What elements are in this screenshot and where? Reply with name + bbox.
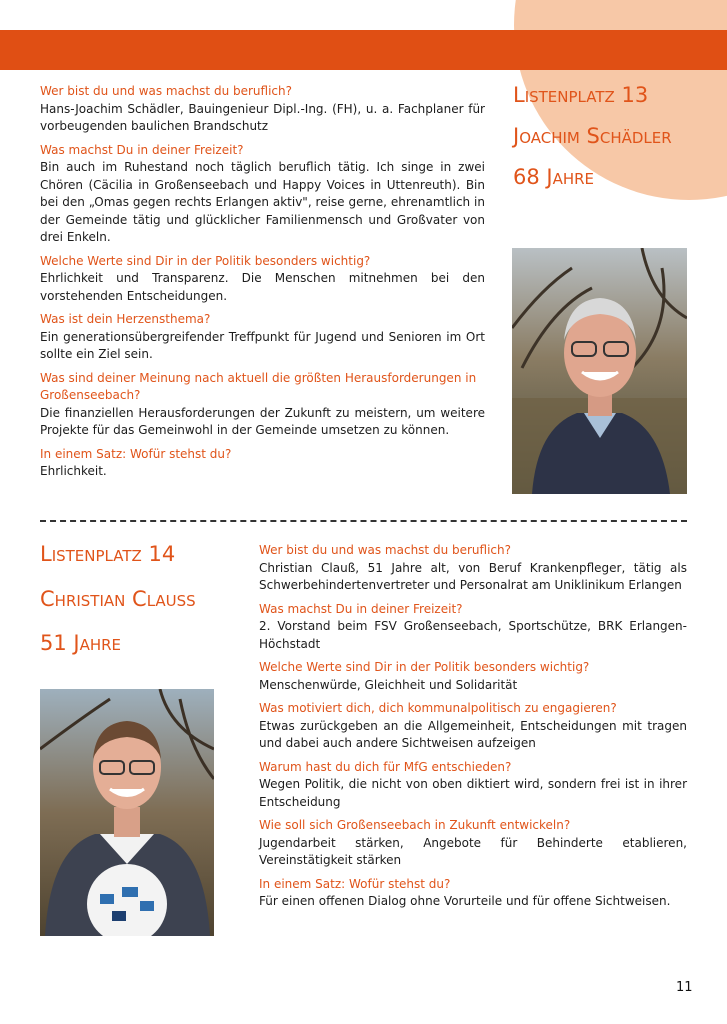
profile-2-qa (259, 542, 687, 917)
candidate-name: Joachim Schädler (513, 124, 672, 148)
profile-1-qa (40, 83, 485, 487)
answer: Ehrlichkeit. (40, 464, 107, 478)
candidate-age: 68 Jahre (513, 165, 595, 189)
list-position-label: Listenplatz 14 (40, 542, 176, 566)
candidate-name: Christian Clauß (40, 587, 196, 611)
answer: Menschenwürde, Gleichheit und Solidarität (259, 677, 518, 692)
page-number: 11 (676, 980, 693, 995)
question: Wie soll sich Großenseebach in Zukunft entwickeln? (259, 818, 571, 832)
candidate-photo (40, 689, 214, 936)
question: Was machst Du in deiner Freizeit? (40, 142, 244, 157)
answer: Für einen offenen Dialog ohne Vorurteile und für offene Sichtweisen. (259, 894, 671, 908)
question: Welche Werte sind Dir in der Politik besonders wichtig? (259, 660, 590, 674)
answer: Etwas zurückgeben an die Allgemeinheit, Entscheidungen mit tragen und dabei auch andere Sichtweisen aufzeigen (259, 718, 687, 750)
question: Was motiviert dich, dich kommunalpolitisch zu engagieren? (259, 701, 617, 715)
question: Welche Werte sind Dir in der Politik besonders wichtig? (40, 253, 371, 268)
question: In einem Satz: Wofür stehst du? (259, 876, 451, 891)
answer: Ehrlichkeit und Transparenz. Die Menschen mitnehmen bei den vorstehenden Entscheidungen. (40, 271, 485, 303)
list-position-label: Listenplatz 13 (513, 83, 649, 107)
answer: 2. Vorstand beim FSV Großenseebach, Sportschütze, BRK Erlangen-Höchstadt (259, 619, 687, 651)
answer: Jugendarbeit stärken, Angebote für Behinderte etablieren, Vereinstätigkeit stärken (259, 835, 687, 867)
question: Was ist dein Herzensthema? (40, 312, 211, 326)
question: Was machst Du in deiner Freizeit? (259, 601, 463, 616)
answer: Wegen Politik, die nicht von oben diktiert wird, sondern frei ist in ihrer Entscheidung (259, 777, 687, 809)
header-bar (0, 30, 727, 70)
answer: Ein generationsübergreifender Treffpunkt für Jugend und Senioren im Ort sollte ein Ziel sein. (40, 329, 485, 361)
section-divider (40, 520, 687, 522)
question: Warum hast du dich für MfG entschieden? (259, 759, 512, 774)
answer: Hans-Joachim Schädler, Bauingenieur Dipl.-Ing. (FH), u. a. Fachplaner für vorbeugenden baulichen Brandschutz (40, 101, 485, 133)
answer: Bin auch im Ruhestand noch täglich beruflich tätig. Ich singe in zwei Chören (Cäcilia in Großenseebach und Happy Voices in Uttenreuth). Bin bei den „Omas gegen rechts Erlangen aktiv", reise gerne, ehrenamtlich in der Gemeinde tätig und glücklicher Familienmensch und Großvater von drei Enkeln. (40, 160, 485, 244)
answer: Christian Clauß, 51 Jahre alt, von Beruf Krankenpfleger, tätig als Schwerbehindertenvertreter und Personalrat am Uniklinikum Erlangen (259, 560, 687, 592)
candidate-photo (512, 248, 687, 494)
candidate-age: 51 Jahre (40, 631, 122, 655)
answer: Die finanziellen Herausforderungen der Zukunft zu meistern, um weitere Projekte für das Gemeinwohl in der Gemeinde umsetzen zu können. (40, 405, 485, 437)
question: In einem Satz: Wofür stehst du? (40, 446, 232, 461)
question: Wer bist du und was machst du beruflich? (259, 543, 511, 557)
question: Was sind deiner Meinung nach aktuell die größten Herausforderungen in Großenseebach? (40, 370, 477, 402)
question: Wer bist du und was machst du beruflich? (40, 84, 292, 98)
